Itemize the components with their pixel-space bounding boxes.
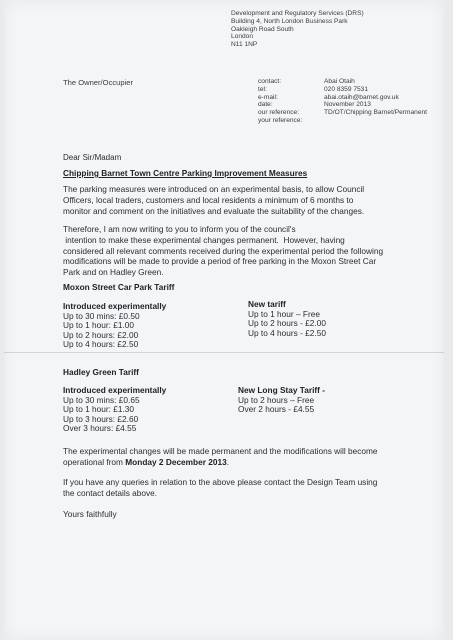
tariff-item: Up to 30 mins: £0.50 xyxy=(63,310,140,321)
paragraph-line: monitor and comment on the initiatives and evaluate the suitability of the changes. xyxy=(63,205,365,216)
tariff-item: Up to 2 hours: £2.00 xyxy=(63,329,139,340)
hadley-heading: Hadley Green Tariff xyxy=(63,367,139,377)
contact-value: 020 8359 7531 xyxy=(324,85,369,93)
sender-line: Building 4, North London Business Park xyxy=(231,17,348,25)
tariff-item: Up to 2 hours - £2.00 xyxy=(248,318,326,329)
paragraph-line: modifications will be made to provide a period of free parking in the Moxon Street Car xyxy=(63,256,377,267)
paragraph-line: Park and on Hadley Green. xyxy=(63,267,164,278)
salutation: Dear Sir/Madam xyxy=(63,153,122,162)
moxon-new-tariff xyxy=(248,300,326,338)
paragraph-line xyxy=(63,457,378,468)
tariff-title: Introduced experimentally xyxy=(63,385,167,395)
tariff-item: Over 2 hours - £4.55 xyxy=(238,404,315,415)
tariff-item: Up to 4 hours: £2.50 xyxy=(63,339,139,350)
contact-value: abai.otaih@barnet.gov.uk xyxy=(324,93,399,101)
tariff-item: Up to 1 hour: £1.30 xyxy=(63,404,135,415)
tariff-item: Up to 30 mins: £0.65 xyxy=(63,394,140,405)
paragraph-line: If you have any queries in relation to the above please contact the Design Team using xyxy=(63,477,378,487)
tariff-item: Up to 1 hour: £1.00 xyxy=(63,320,135,331)
sender-line: London xyxy=(231,33,254,41)
paragraph-line: The parking measures were introduced on an experimental basis, to allow Council xyxy=(63,184,365,194)
contact-label: our reference: xyxy=(258,109,300,117)
hadley-experimental-tariff xyxy=(63,386,166,434)
moxon-experimental-tariff xyxy=(63,302,166,350)
tariff-item: Up to 1 hour – Free xyxy=(248,308,320,319)
contact-labels xyxy=(258,78,302,125)
paragraph-line: Officers, local traders, customers and local residents a minimum of 6 months to xyxy=(63,194,354,205)
closing: Yours faithfully xyxy=(63,509,117,519)
contact-value: November 2013 xyxy=(324,101,371,109)
contact-label: e-mail: xyxy=(258,93,278,101)
fold-line xyxy=(4,352,444,353)
paragraph-queries xyxy=(63,477,377,499)
paragraph-text: . xyxy=(226,456,230,467)
contact-label: tel: xyxy=(258,85,267,93)
addressee: The Owner/Occupier xyxy=(63,78,134,87)
paragraph-line: considered all relevant comments received during the experimental period the following xyxy=(63,245,384,256)
tariff-item: Up to 3 hours: £2.60 xyxy=(63,413,139,424)
tariff-title: New Long Stay Tariff - xyxy=(238,385,325,395)
contact-label: date: xyxy=(258,101,273,109)
paragraph-modifications xyxy=(63,224,383,278)
paragraph-line: Therefore, I am now writing to you to inform you of the council's xyxy=(63,224,296,234)
tariff-item: Up to 4 hours - £2.50 xyxy=(248,327,326,338)
paragraph-line: intention to make these experimental changes permanent. However, having xyxy=(63,234,345,245)
subject-heading: Chipping Barnet Town Centre Parking Improvement Measures xyxy=(63,168,308,178)
paragraph-intro xyxy=(63,184,364,216)
tariff-title: Introduced experimentally xyxy=(63,301,167,311)
effective-date: Monday 2 December 2013 xyxy=(125,456,227,467)
hadley-new-tariff xyxy=(238,386,325,415)
tariff-title: New tariff xyxy=(248,299,286,309)
paragraph-text: operational from xyxy=(63,456,126,467)
contact-value: Abai Otaih xyxy=(324,78,355,85)
tariff-item: Over 3 hours: £4.55 xyxy=(63,423,137,434)
sender-address xyxy=(231,10,364,49)
paragraph-line: The experimental changes will be made permanent and the modifications will become xyxy=(63,446,378,456)
contact-values xyxy=(324,78,427,117)
sender-line: Oakleigh Road South xyxy=(231,25,294,33)
contact-label: contact: xyxy=(258,78,282,85)
contact-label: your reference: xyxy=(258,116,303,124)
paragraph-line: the contact details above. xyxy=(63,487,158,498)
sender-line: Development and Regulatory Services (DRS) xyxy=(231,10,364,17)
sender-line: N11 1NP xyxy=(231,41,258,49)
moxon-heading: Moxon Street Car Park Tariff xyxy=(63,282,175,292)
contact-value: TD/OT/Chipping Barnet/Permanent xyxy=(324,109,427,117)
paragraph-effective-date xyxy=(63,446,378,468)
tariff-item: Up to 2 hours – Free xyxy=(238,394,315,405)
